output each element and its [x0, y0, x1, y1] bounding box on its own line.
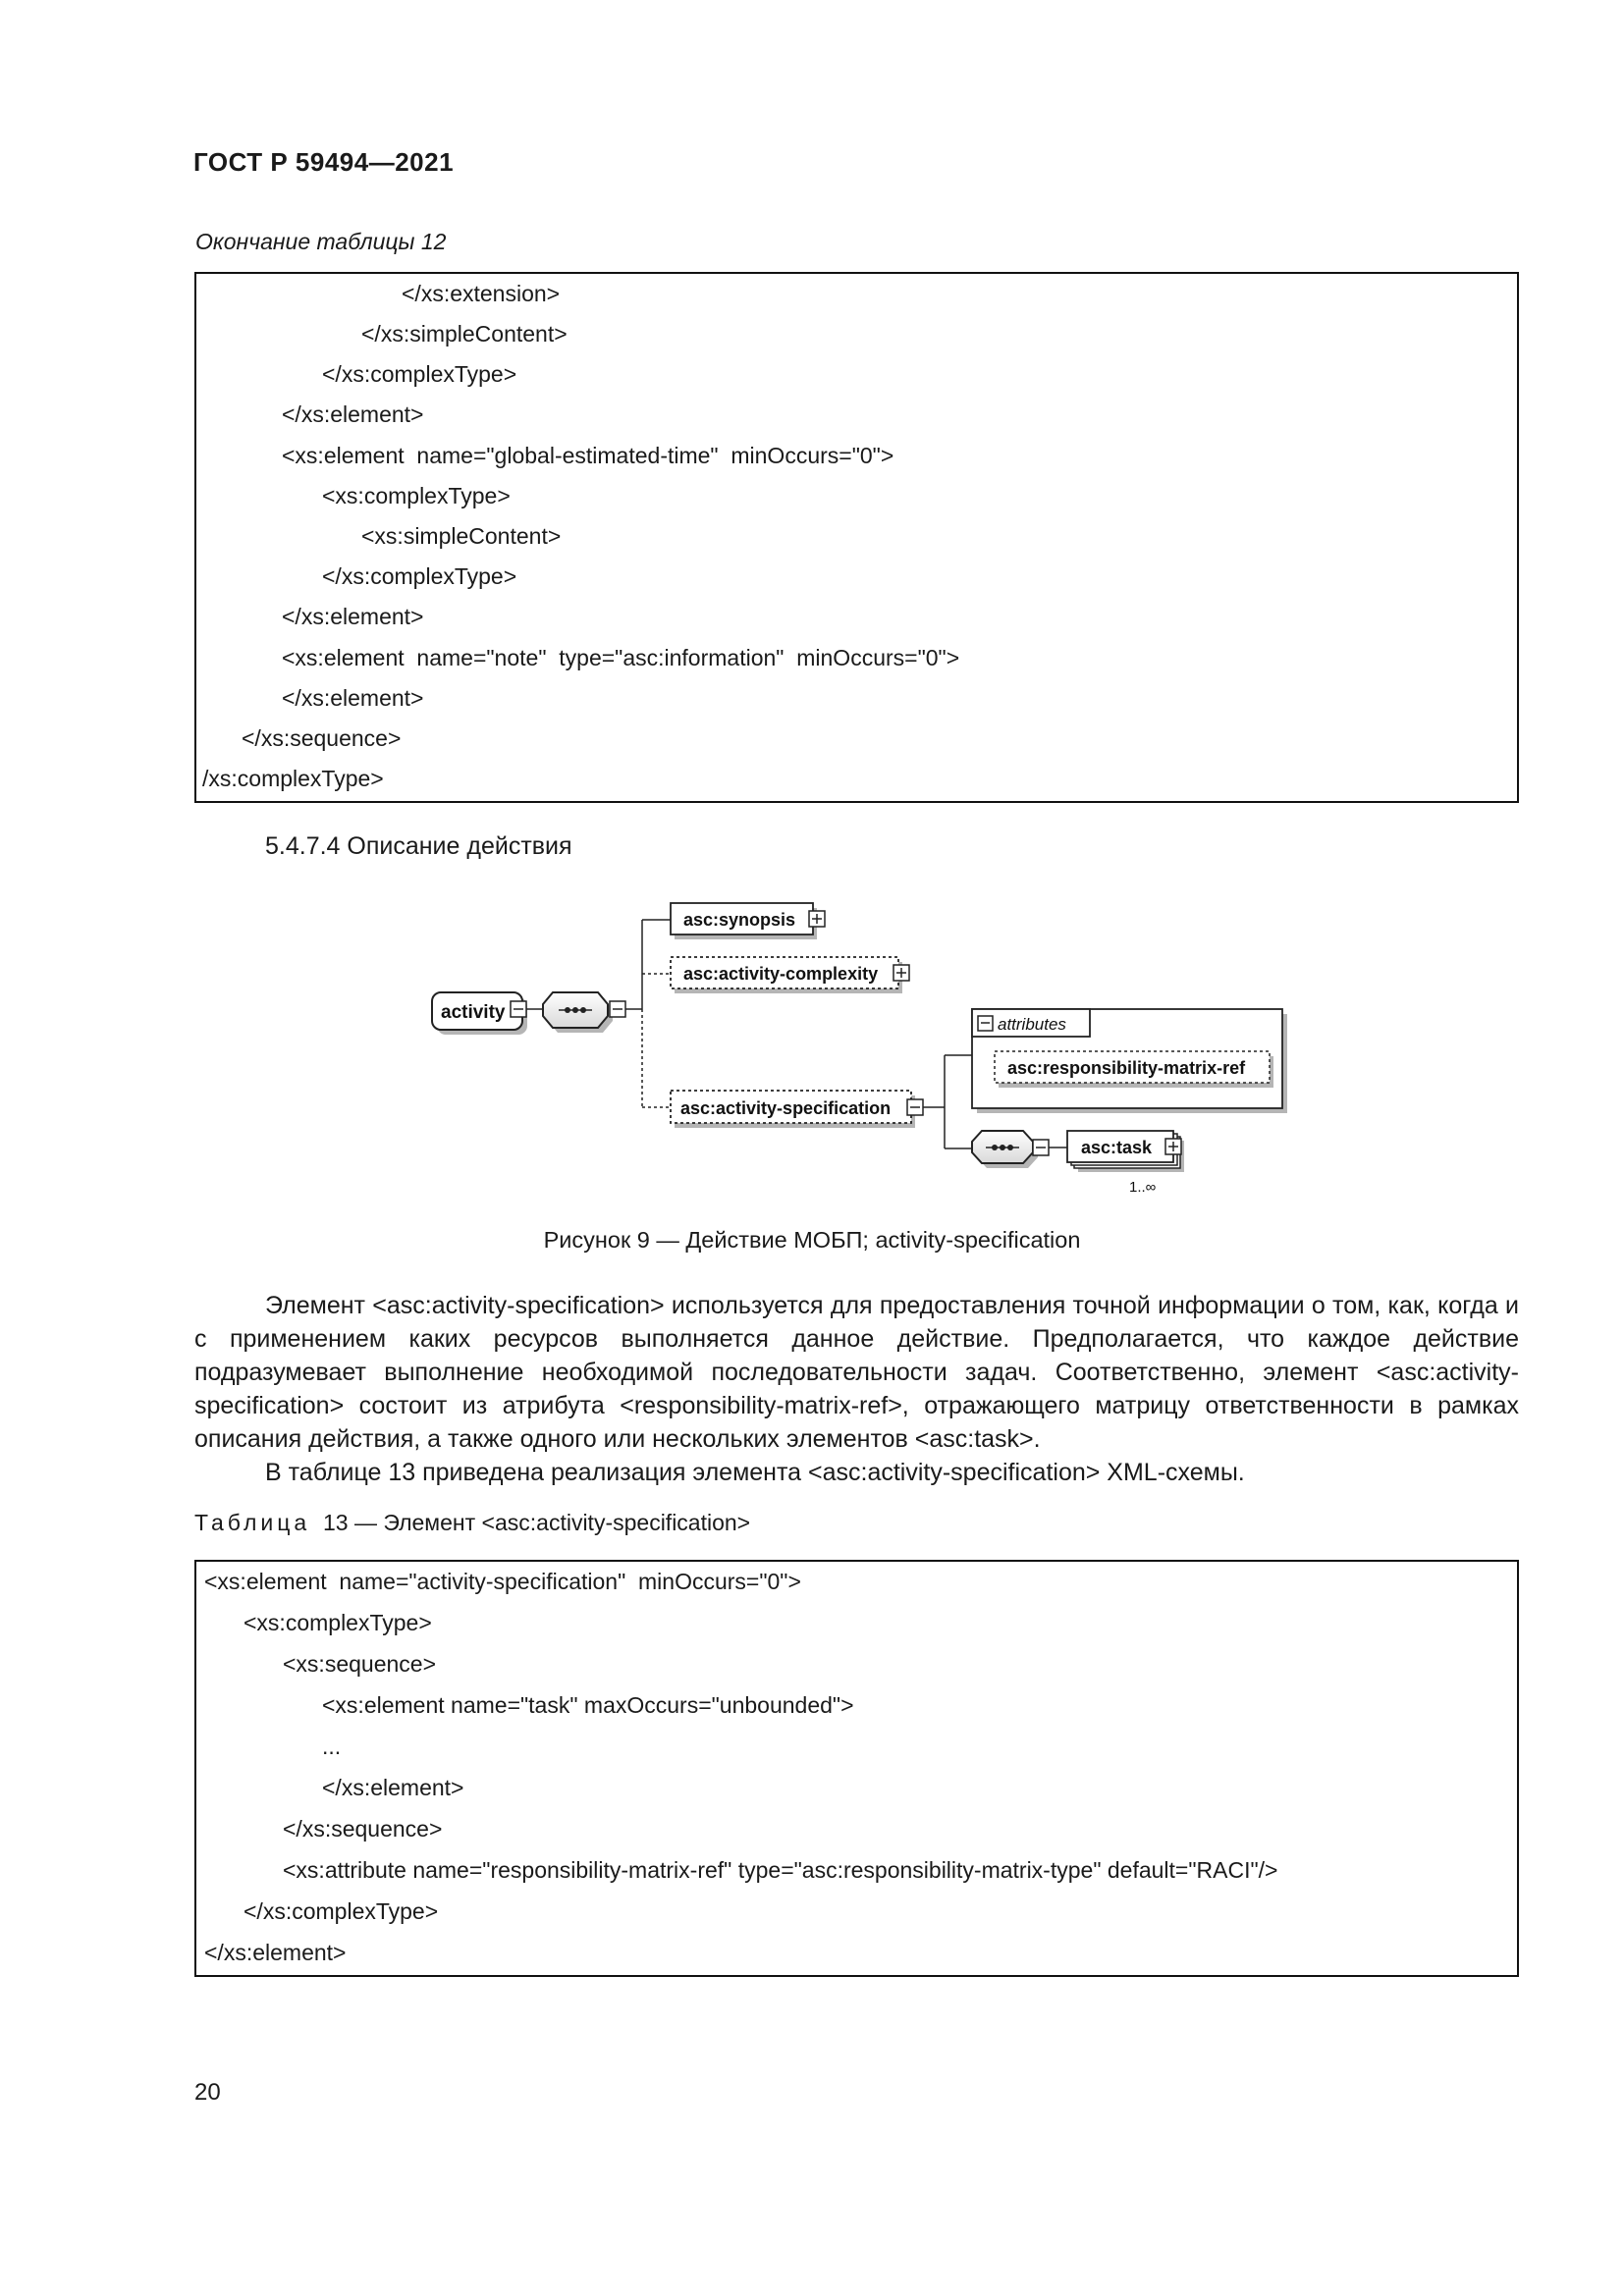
paragraph: Элемент <asc:activity-specification> используется для предоставления точной информации о том, как, когда и с применением каких ресурсов выполняется данное действие. Предполагается, что каждое действие подразумевает выполнение необходимой последовательности задач. Соответственно, элемент <asc:activity-specification> состоит из атрибута <responsibility-matrix-ref>, отражающего матрицу ответственности в рамках описания действия, а также одного или нескольких элементов <asc:task>.: [194, 1292, 1519, 1453]
code-line: </xs:sequence>: [283, 1816, 443, 1842]
code-line: <xs:attribute name="responsibility-matrix-ref" type="asc:responsibility-matrix-type" default="RACI"/>: [283, 1857, 1278, 1883]
code-line: </xs:simpleContent>: [361, 321, 568, 347]
code-line: <xs:element name="activity-specification" minOccurs="0">: [204, 1569, 801, 1594]
body-text: [194, 1289, 1519, 1489]
code-line: </xs:sequence>: [242, 725, 402, 751]
code-line: <xs:element name="note" type="asc:information" minOccurs="0">: [282, 645, 960, 670]
task-label: asc:task: [1081, 1138, 1153, 1157]
code-line: </xs:element>: [204, 1940, 347, 1965]
paragraph: В таблице 13 приведена реализация элемента <asc:activity-specification> XML-схемы.: [265, 1459, 1245, 1486]
activity-specification-node: [671, 1091, 923, 1128]
synopsis-node: [671, 903, 825, 939]
synopsis-label: asc:synopsis: [683, 910, 796, 930]
code-line: <xs:complexType>: [244, 1610, 432, 1635]
code-line: </xs:element>: [322, 1775, 464, 1800]
code-line: </xs:complexType>: [244, 1898, 439, 1924]
code-line: </xs:complexType>: [322, 563, 517, 589]
activity-specification-label: asc:activity-specification: [680, 1098, 892, 1118]
task-node: [1067, 1131, 1184, 1196]
table-title: 13 — Элемент <asc:activity-specification>: [322, 1510, 751, 1535]
code-line: <xs:simpleContent>: [361, 523, 562, 549]
attributes-label: attributes: [998, 1015, 1066, 1034]
code-line: <xs:element name="global-estimated-time" minOccurs="0">: [282, 443, 894, 468]
activity-label: activity: [441, 1002, 506, 1023]
activity-complexity-label: asc:activity-complexity: [683, 964, 879, 984]
responsibility-matrix-ref-label: asc:responsibility-matrix-ref: [1007, 1058, 1246, 1078]
table-label: Таблица: [194, 1510, 311, 1535]
code-line: <xs:sequence>: [283, 1651, 437, 1677]
sequence-compositor-icon: [543, 992, 625, 1033]
task-cardinality: 1..∞: [1129, 1179, 1157, 1196]
code-line: /xs:complexType>: [202, 766, 384, 791]
code-line: </xs:extension>: [402, 281, 561, 306]
schema-diagram: [412, 879, 1316, 1207]
activity-node: [432, 992, 527, 1035]
table12-continuation-caption: Окончание таблицы 12: [195, 229, 447, 254]
attributes-group: [972, 1009, 1287, 1113]
section-heading: 5.4.7.4 Описание действия: [265, 832, 572, 860]
document-header: ГОСТ Р 59494—2021: [193, 147, 455, 177]
code-line: <xs:element name="task" maxOccurs="unbounded">: [322, 1692, 854, 1718]
table12-code-box: [194, 272, 1519, 803]
table13-caption: [194, 1510, 750, 1536]
table13-code-box: [194, 1560, 1519, 1977]
page-number: 20: [194, 2079, 221, 2106]
figure-caption: Рисунок 9 — Действие МОБП; activity-specification: [543, 1227, 1081, 1253]
code-line: <xs:complexType>: [322, 483, 511, 508]
code-line: </xs:element>: [282, 685, 424, 711]
inner-sequence-compositor-icon: [972, 1131, 1049, 1168]
code-line: </xs:element>: [282, 604, 424, 629]
code-line: ...: [322, 1734, 342, 1759]
activity-complexity-node: [671, 957, 909, 993]
code-line: </xs:complexType>: [322, 361, 517, 387]
code-line: </xs:element>: [282, 401, 424, 427]
